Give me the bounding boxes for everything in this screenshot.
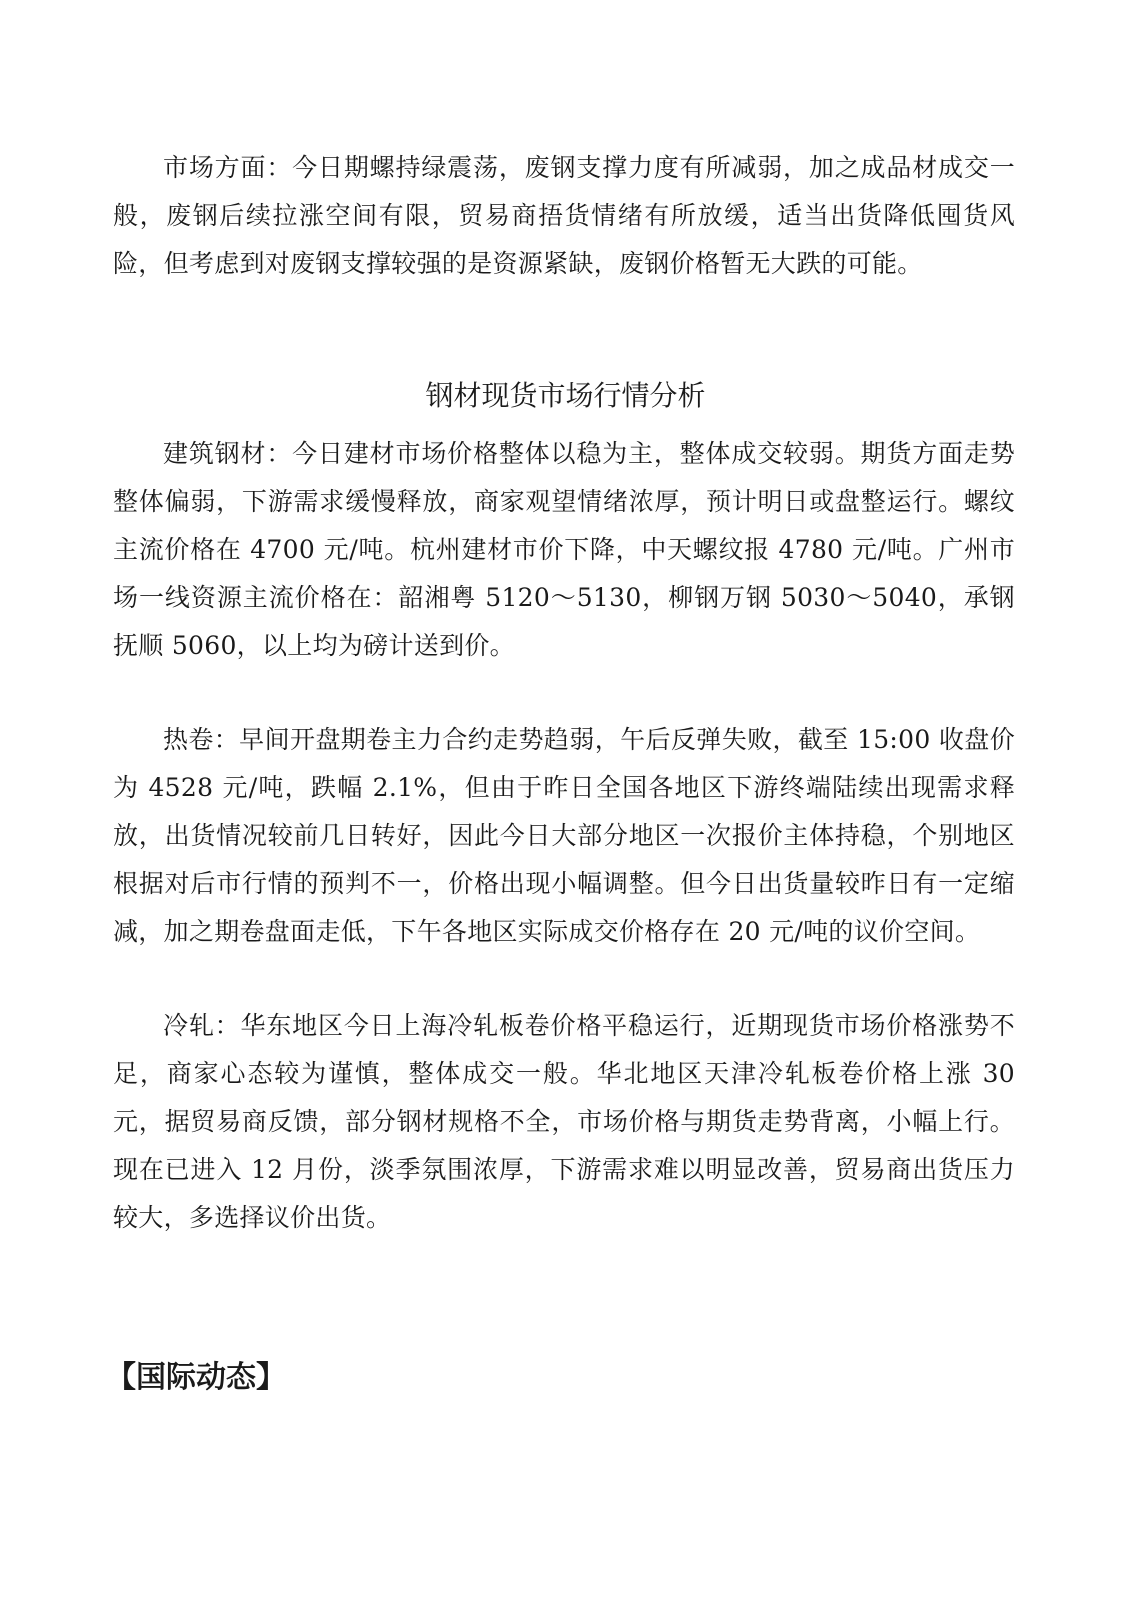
section-title: 钢材现货市场行情分析: [425, 379, 706, 412]
cold-rolled-paragraph: 冷轧：华东地区今日上海冷轧板卷价格平稳运行，近期现货市场价格涨势不足，商家心态较为谨慎，整体成交一般。华北地区天津冷轧板卷价格上涨 30 元，据贸易商反馈，部分钢材规格不全，市场价格与期货走势背离，小幅上行。现在已进入 12 月份，淡季氛围浓厚，下游需求难以明显改善，贸易商出货压力较大，多选择议价出货。: [113, 1011, 1015, 1232]
market-paragraph: 市场方面：今日期螺持绿震荡，废钢支撑力度有所减弱，加之成品材成交一般，废钢后续拉涨空间有限，贸易商捂货情绪有所放缓，适当出货降低囤货风险，但考虑到对废钢支撑较强的是资源紧缺，废钢价格暂无大跌的可能。: [113, 153, 1015, 278]
construction-steel-paragraph: 建筑钢材：今日建材市场价格整体以稳为主，整体成交较弱。期货方面走势整体偏弱，下游需求缓慢释放，商家观望情绪浓厚，预计明日或盘整运行。螺纹主流价格在 4700 元/吨。杭州建材市价下降，中天螺纹报 4780 元/吨。广州市场一线资源主流价格在：韶湘粤 5120～5130，柳钢万钢 5030～5040，承钢抚顺 5060，以上均为磅计送到价。: [113, 439, 1015, 660]
international-news-heading: 【国际动态】: [106, 1360, 286, 1395]
hot-coil-paragraph: 热卷：早间开盘期卷主力合约走势趋弱，午后反弹失败，截至 15:00 收盘价为 4528 元/吨，跌幅 2.1%，但由于昨日全国各地区下游终端陆续出现需求释放，出货情况较前几日转好，因此今日大部分地区一次报价主体持稳，个别地区根据对后市行情的预判不一，价格出现小幅调整。但今日出货量较昨日有一定缩减，加之期卷盘面走低，下午各地区实际成交价格存在 20 元/吨的议价空间。: [113, 725, 1015, 946]
